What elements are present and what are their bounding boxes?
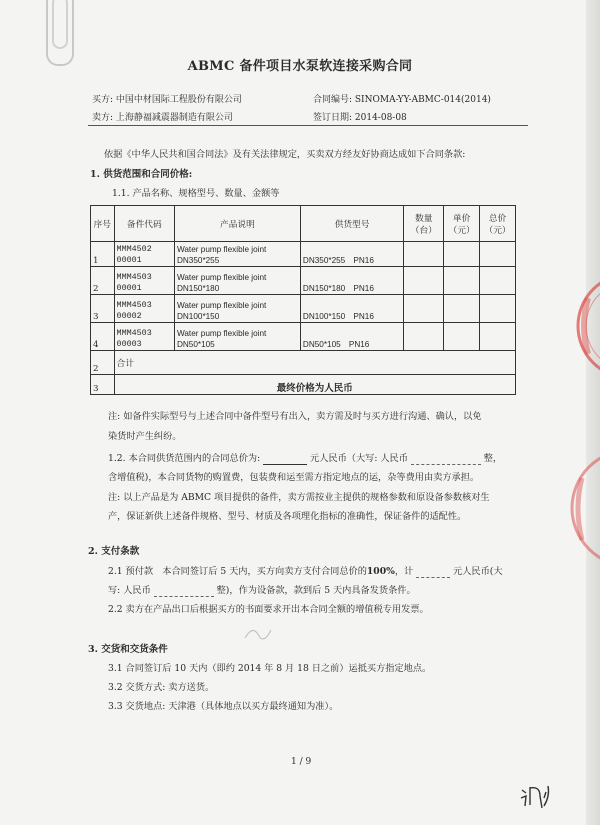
- capital-amount-blank: [411, 453, 481, 465]
- table-row: [91, 267, 516, 295]
- col-code-header: 备件代码: [126, 219, 162, 230]
- clause-1-2-line1: [108, 450, 502, 465]
- clause-2-1-prefix: 2.1 预付款 本合同签订后 5 天内，买方向卖方支付合同总价的: [108, 566, 367, 577]
- col-model-header: 供货型号: [334, 219, 370, 230]
- final-row-no: 3: [93, 384, 99, 394]
- document-title: ABMC 备件项目水泵软连接采购合同: [187, 59, 413, 74]
- total-label: 合计: [116, 358, 134, 369]
- clause-3-1: 3.1 合同签订后 10 天内（即约 2014 年 8 月 18 日之前）运抵买方指定地点。: [108, 663, 432, 674]
- company-seal-icon: [548, 268, 600, 578]
- table-final-row: [91, 375, 516, 395]
- pencil-scribble-icon: [240, 618, 280, 648]
- clause-2-1-line2: [108, 582, 416, 597]
- clause-2-2: 2.2 卖方在产品出口后根据买方的书面要求开出本合同全额的增值税专用发票。: [108, 604, 429, 615]
- seller-line: 卖方: 上海静福减震器制造有限公司: [92, 113, 233, 123]
- clause-1-2-prefix: 1.2. 本合同供货范围内的合同总价为:: [108, 453, 261, 464]
- note1-line2: 染货时产生纠纷。: [108, 431, 182, 442]
- row-no: 2: [93, 284, 99, 294]
- row-code: MMM4503: [116, 328, 152, 338]
- row-no: 3: [93, 312, 99, 322]
- row-desc-size: DN150*180: [176, 284, 220, 293]
- clause-2-1-line1: [108, 563, 503, 578]
- buyer-line: 买方: 中国中材国际工程股份有限公司: [92, 95, 242, 105]
- row-desc: Water pump flexible joint: [176, 301, 267, 310]
- row-model: DN100*150 PN16: [302, 312, 374, 321]
- note2-line1: 注: 以上产品是为 ABMC 项目提供的备件，卖方需按业主提供的规格参数和原设备参数核对生: [108, 492, 490, 503]
- items-table: [90, 205, 516, 395]
- col-price-header: 单价（元）: [448, 213, 475, 236]
- row-code: MMM4503: [116, 272, 152, 282]
- note2-line2: 产，保证新供上述备件规格、型号、材质及各项理化指标的准确性，保证备件的适配性。: [108, 511, 467, 522]
- paper-clip-inner-icon: [52, 0, 68, 49]
- final-price-label: 最终价格为人民币: [276, 383, 353, 394]
- total-price-blank: [263, 453, 307, 465]
- clause-2-1-mid: ，计: [394, 566, 414, 577]
- handwritten-initial-icon: [518, 782, 552, 812]
- row-no: 1: [93, 256, 99, 266]
- row-desc: Water pump flexible joint: [176, 245, 267, 254]
- table-row: [91, 242, 516, 267]
- preamble: 依据《中华人民共和国合同法》及有关法律规定，买卖双方经友好协商达成如下合同条款:: [104, 149, 466, 160]
- table-header-row: [91, 206, 516, 242]
- section1-heading: 1. 供货范围和合同价格:: [90, 169, 193, 180]
- section2-heading: 2. 支付条款: [88, 546, 140, 557]
- header-divider: [88, 125, 528, 126]
- page-number: 1 / 9: [291, 757, 312, 767]
- col-total-header: 总价（元）: [484, 213, 511, 236]
- prepay-capital-blank: [154, 585, 214, 597]
- clause-1-2-line2: 含增值税)，本合同货物的购置费，包装费和运至需方指定地点的运，杂等费用由卖方承担。: [108, 472, 480, 483]
- row-model: DN350*255 PN16: [302, 256, 374, 265]
- section3-heading: 3. 交货和交货条件: [88, 644, 168, 655]
- clause-2-1-suffix: 元人民币(大: [453, 566, 503, 577]
- row-code-suffix: 00003: [116, 339, 142, 349]
- note1-line1: 注: 如备件实际型号与上述合同中备件型号有出入，卖方需及时与买方进行沟通、确认，以免: [108, 411, 482, 422]
- total-row-no: 2: [93, 364, 99, 374]
- table-row: [91, 295, 516, 323]
- prepay-amount-blank: [416, 566, 450, 578]
- row-code-suffix: 00001: [116, 283, 142, 293]
- row-desc: Water pump flexible joint: [176, 273, 267, 282]
- clause-2-1-cap-prefix: 写: 人民币: [108, 585, 151, 596]
- row-no: 4: [93, 340, 99, 350]
- row-code-suffix: 00001: [116, 255, 142, 265]
- row-code: MMM4503: [116, 300, 152, 310]
- col-no-header: 序号: [93, 219, 111, 230]
- col-qty-header: 数量（台）: [410, 213, 437, 236]
- clause-1-2-middle: 元人民币（大写: 人民币: [310, 453, 408, 464]
- row-model: DN150*180 PN16: [302, 284, 374, 293]
- table-total-row: [91, 351, 516, 375]
- prepay-percent: 100%: [366, 566, 395, 577]
- row-model: DN50*105 PN16: [302, 340, 370, 349]
- contract-number: 合同编号: SINOMA-YY-ABMC-014(2014): [313, 95, 491, 105]
- clause-3-2: 3.2 交货方式: 卖方送货。: [108, 682, 215, 693]
- col-desc-header: 产品说明: [220, 219, 255, 230]
- clause-3-3: 3.3 交货地点: 天津港（具体地点以买方最终通知为准）。: [108, 701, 339, 712]
- row-code-suffix: 00002: [116, 311, 142, 321]
- section1-sub: 1.1. 产品名称、规格型号、数量、金额等: [112, 188, 280, 199]
- sign-date: 签订日期: 2014-08-08: [313, 113, 407, 123]
- row-desc-size: DN350*255: [176, 256, 220, 265]
- row-desc: Water pump flexible joint: [176, 329, 267, 338]
- table-row: [91, 323, 516, 351]
- clause-2-1-cap-suffix: 整)，作为设备款，款到后 5 天内具备发货条件。: [216, 585, 416, 596]
- row-desc-size: DN100*150: [176, 312, 220, 321]
- row-desc-size: DN50*105: [176, 340, 215, 349]
- row-code: MMM4502: [116, 244, 152, 254]
- clause-1-2-suffix: 整，: [483, 453, 503, 464]
